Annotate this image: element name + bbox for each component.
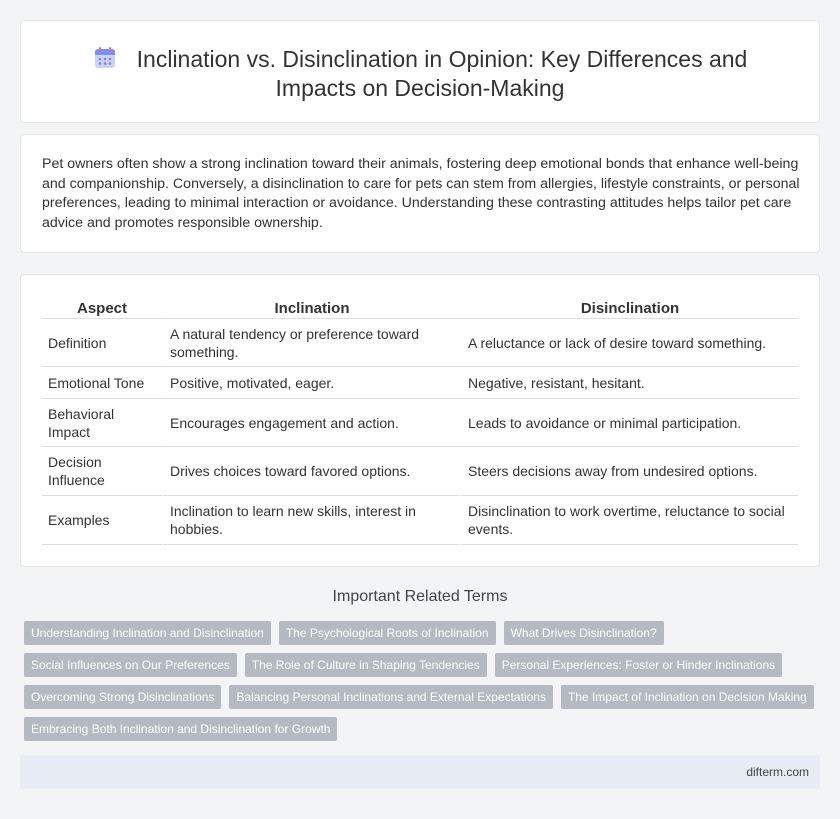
table-row (42, 447, 798, 496)
title-line-1: Inclination vs. Disinclination in Opinion: Key Differences and (136, 46, 748, 72)
title-card (20, 20, 820, 123)
calendar-icon (93, 46, 117, 70)
cell-inclination: Inclination to learn new skills, interest in hobbies. (162, 496, 460, 545)
cell-aspect: Definition (42, 319, 162, 367)
comparison-table (42, 297, 798, 545)
related-tag[interactable]: The Role of Culture in Shaping Tendencies (245, 653, 487, 677)
related-tag[interactable]: Embracing Both Inclination and Disinclination for Growth (24, 717, 337, 741)
table-row (42, 367, 798, 399)
cell-inclination: Drives choices toward favored options. (162, 447, 460, 496)
related-tag[interactable]: Overcoming Strong Disinclinations (24, 685, 221, 709)
comparison-card (20, 274, 820, 567)
cell-aspect: Examples (42, 496, 162, 545)
header-inclination: Inclination (162, 297, 460, 319)
cell-disinclination: Leads to avoidance or minimal participation. (460, 399, 798, 447)
cell-inclination: Encourages engagement and action. (162, 399, 460, 447)
cell-disinclination: Disinclination to work overtime, reluctance to social events. (460, 496, 798, 545)
header-disinclination: Disinclination (460, 297, 798, 319)
related-tag[interactable]: What Drives Disinclination? (504, 621, 664, 645)
tag-row (24, 653, 782, 677)
related-tag[interactable]: The Impact of Inclination on Decision Making (561, 685, 814, 709)
table-row (42, 496, 798, 545)
cell-aspect: Emotional Tone (42, 367, 162, 399)
cell-inclination: Positive, motivated, eager. (162, 367, 460, 399)
cell-inclination: A natural tendency or preference toward something. (162, 319, 460, 367)
footer-site-link[interactable]: difterm.com (746, 765, 809, 779)
header-aspect: Aspect (42, 297, 162, 319)
related-tag[interactable]: Balancing Personal Inclinations and External Expectations (229, 685, 553, 709)
cell-disinclination: A reluctance or lack of desire toward something. (460, 319, 798, 367)
cell-disinclination: Negative, resistant, hesitant. (460, 367, 798, 399)
table-header-row (42, 297, 798, 319)
related-tag[interactable]: Social Influences on Our Preferences (24, 653, 237, 677)
tag-row (24, 717, 337, 741)
cell-disinclination: Steers decisions away from undesired options. (460, 447, 798, 496)
intro-card (20, 134, 820, 253)
tag-row (24, 685, 814, 709)
related-tag[interactable]: The Psychological Roots of Inclination (279, 621, 496, 645)
intro-paragraph: Pet owners often show a strong inclination toward their animals, fostering deep emotional bonds that enhance well-being and companionship. Conversely, a disinclination to care for pets can stem from allergies, lifestyle constraints, or personal preferences, leading to minimal interaction or avoidance. Understanding these contrasting attitudes helps tailor pet care advice and promotes responsible ownership. (42, 156, 800, 231)
page-title (21, 45, 819, 103)
footer (20, 755, 820, 789)
cell-aspect: Decision Influence (42, 447, 162, 496)
related-tag[interactable]: Personal Experiences: Foster or Hinder Inclinations (495, 653, 782, 677)
related-terms-heading: Important Related Terms (332, 588, 508, 605)
tag-row (24, 621, 664, 645)
table-row (42, 399, 798, 447)
title-line-2: Impacts on Decision-Making (275, 75, 565, 101)
cell-aspect: Behavioral Impact (42, 399, 162, 447)
related-tag[interactable]: Understanding Inclination and Disinclination (24, 621, 271, 645)
table-row (42, 319, 798, 367)
